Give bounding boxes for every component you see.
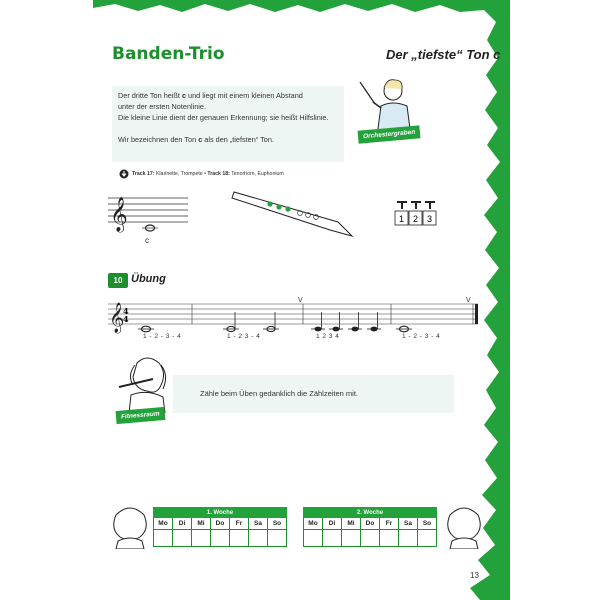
exercise-staff — [108, 296, 483, 336]
checkbox-cell[interactable] — [192, 530, 211, 547]
checkbox-cell[interactable] — [230, 530, 249, 547]
week-1-day: Mi — [192, 518, 211, 530]
checkbox-cell[interactable] — [361, 530, 380, 547]
valve-3: 3 — [426, 214, 433, 224]
exercise-label: Übung — [131, 273, 166, 285]
breath-mark-2: V — [466, 297, 471, 304]
week-1-day: Di — [173, 518, 192, 530]
download-icon[interactable] — [119, 169, 129, 179]
clarinet-illustration — [230, 188, 360, 238]
breath-mark-1: V — [298, 297, 303, 304]
week-table-2 — [303, 507, 437, 547]
fitnessraum-tag: Fitnessraum — [116, 407, 166, 424]
time-sig-bottom: 4 — [123, 314, 129, 324]
svg-text:𝄞: 𝄞 — [110, 197, 128, 232]
checkbox-cell[interactable] — [342, 530, 361, 547]
checkbox-cell[interactable] — [380, 530, 399, 547]
week-2-day: Mi — [342, 518, 361, 530]
info-text: Der dritte Ton heißt c und liegt mit einem kleinen Abstand unter der ersten Notenlinie. Die kleine Linie dient der genauen Erkennung; sie heißt Hilfslinie. Wir bezeichnen den Ton c als den „tiefsten“ Ton. — [118, 91, 329, 144]
track-info: Track 17: Klarinette, Trompete • Track 18: Tenorhorn, Euphonium — [132, 171, 284, 177]
checkbox-cell[interactable] — [323, 530, 342, 547]
checkbox-cell[interactable] — [154, 530, 173, 547]
count-measure-4: 1 - 2 - 3 - 4 — [402, 333, 441, 340]
week-2-day: Do — [361, 518, 380, 530]
count-measure-1: 1 - 2 - 3 - 4 — [143, 333, 182, 340]
hint-text: Zähle beim Üben gedanklich die Zählzeiten mit. — [200, 389, 359, 398]
week-1-day: Sa — [249, 518, 268, 530]
note-c-staff — [108, 192, 193, 236]
topic-heading: Der „tiefste“ Ton c — [386, 47, 501, 62]
week-table-1 — [153, 507, 287, 547]
page-number: 13 — [470, 571, 479, 580]
week-2-day: Mo — [304, 518, 323, 530]
time-sig-top: 4 — [123, 306, 129, 316]
week-2-day: Sa — [399, 518, 418, 530]
checkbox-cell[interactable] — [399, 530, 418, 547]
week-1-day: So — [268, 518, 287, 530]
practice-illustration-left — [108, 505, 152, 549]
practice-illustration-right — [444, 505, 484, 549]
checkbox-cell[interactable] — [173, 530, 192, 547]
note-name-c: c — [145, 236, 149, 245]
exercise-number: 10 — [108, 273, 128, 288]
checkbox-cell[interactable] — [268, 530, 287, 547]
count-measure-2: 1 - 2 3 - 4 — [227, 333, 261, 340]
svg-text:𝄞: 𝄞 — [109, 303, 125, 333]
orchestergraben-tag: Orchestergraben — [358, 125, 421, 143]
week-1-day: Mo — [154, 518, 173, 530]
week-2-day: Fr — [380, 518, 399, 530]
count-measure-3: 1 2 3 4 — [316, 333, 340, 340]
checkbox-cell[interactable] — [211, 530, 230, 547]
page-title: Banden-Trio — [112, 44, 225, 64]
checkbox-cell[interactable] — [304, 530, 323, 547]
week-2-day: Di — [323, 518, 342, 530]
valve-2: 2 — [412, 214, 419, 224]
week-2-day: So — [418, 518, 437, 530]
valve-1: 1 — [398, 214, 405, 224]
week-1-title: 1. Woche — [154, 508, 287, 518]
valve-fingering — [393, 201, 439, 229]
checkbox-cell[interactable] — [249, 530, 268, 547]
week-1-day: Do — [211, 518, 230, 530]
week-1-day: Fr — [230, 518, 249, 530]
flute-player-illustration — [117, 355, 177, 413]
checkbox-cell[interactable] — [418, 530, 437, 547]
week-2-title: 2. Woche — [304, 508, 437, 518]
